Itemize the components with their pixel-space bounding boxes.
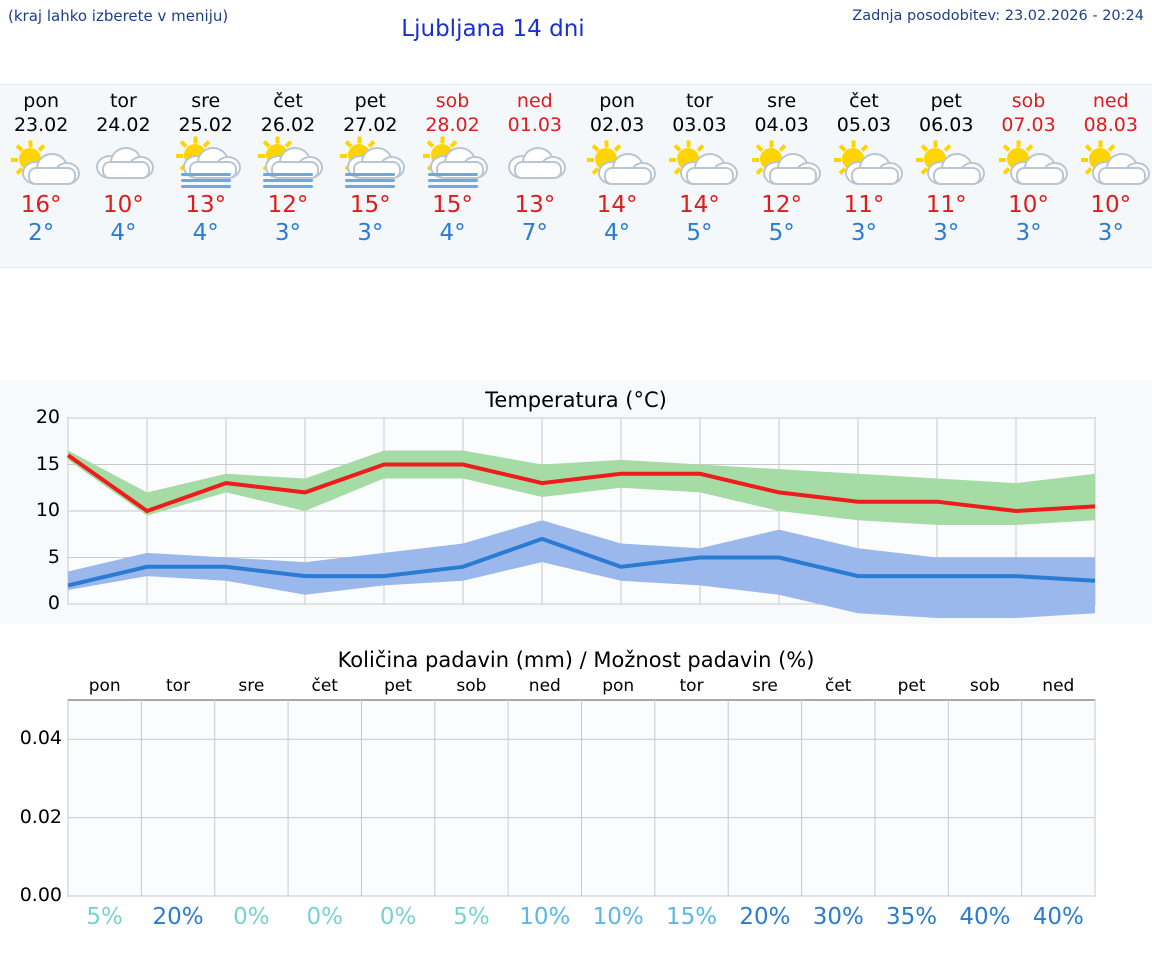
forecast-day[interactable] — [987, 85, 1069, 267]
weather-sun-cloud-icon — [1072, 139, 1150, 187]
precipitation-probability-label: 5% — [86, 904, 123, 930]
forecast-day-date: 24.02 — [96, 114, 151, 136]
forecast-day-date: 25.02 — [178, 114, 233, 136]
forecast-strip — [0, 84, 1152, 268]
forecast-day-dow: sre — [191, 90, 221, 112]
temperature-y-tick: 15 — [35, 452, 60, 475]
weather-cloudy-icon — [84, 139, 162, 187]
precipitation-day-label: sre — [238, 676, 265, 696]
cloud-icon — [851, 167, 899, 185]
forecast-day-date: 26.02 — [260, 114, 316, 136]
precipitation-chart-title: Količina padavin (mm) / Možnost padavin (%) — [337, 648, 815, 672]
rain-line-icon — [345, 173, 395, 176]
cloud-icon — [686, 167, 734, 185]
forecast-day-tmin: 4° — [604, 220, 631, 246]
sun-ray-icon — [275, 136, 279, 143]
cloud-icon — [271, 161, 319, 179]
forecast-day[interactable] — [82, 85, 164, 267]
precipitation-probability-label: 0% — [379, 904, 417, 930]
sun-ray-icon — [38, 144, 46, 152]
forecast-day-date: 05.03 — [836, 114, 892, 136]
precipitation-probability-label: 0% — [306, 904, 343, 930]
forecast-day-date: 06.03 — [919, 114, 974, 136]
precipitation-probability-label: 40% — [959, 904, 1011, 930]
temperature-chart — [0, 380, 1152, 624]
precipitation-probability-label: 40% — [1032, 904, 1084, 930]
cloud-icon — [769, 167, 817, 185]
sun-ray-icon — [1108, 144, 1116, 152]
sun-ray-icon — [1016, 140, 1020, 147]
sun-ray-icon — [834, 158, 841, 162]
sun-ray-icon — [587, 158, 594, 162]
forecast-day-dow: ned — [516, 90, 553, 112]
forecast-day-tmin: 2° — [28, 220, 55, 246]
precipitation-day-label: čet — [311, 676, 338, 696]
forecast-day[interactable] — [905, 85, 987, 267]
weather-sun-cloud-icon — [907, 139, 985, 187]
forecast-day[interactable] — [741, 85, 823, 267]
forecast-day-dow: pet — [930, 90, 962, 112]
forecast-day-date: 23.02 — [13, 114, 69, 136]
forecast-day[interactable] — [576, 85, 658, 267]
sun-ray-icon — [358, 136, 362, 143]
precipitation-y-tick: 0.04 — [19, 727, 62, 750]
precipitation-day-label: tor — [679, 676, 704, 696]
forecast-day-dow: čet — [273, 90, 303, 112]
weather-sun-cloud-icon — [990, 139, 1068, 187]
sun-ray-icon — [779, 144, 787, 152]
sun-ray-icon — [851, 140, 855, 147]
forecast-day-tmax: 10° — [1008, 192, 1049, 218]
cloud-icon — [28, 167, 76, 185]
forecast-day-tmax: 15° — [349, 192, 391, 218]
forecast-day-tmax: 11° — [925, 192, 967, 218]
forecast-day-dow: pet — [354, 90, 386, 112]
weather-sun-cloud-rain-icon — [414, 139, 492, 187]
forecast-day-dow: sob — [1011, 90, 1046, 112]
rain-line-icon — [345, 185, 395, 188]
rain-line-icon — [263, 185, 313, 188]
page-title: Ljubljana 14 dni — [401, 16, 585, 42]
sun-ray-icon — [943, 144, 951, 152]
precipitation-day-label: pet — [384, 676, 413, 696]
forecast-day-tmax: 16° — [20, 192, 62, 218]
forecast-day[interactable] — [329, 85, 411, 267]
forecast-day-dow: tor — [685, 90, 713, 112]
rain-line-icon — [428, 179, 478, 182]
sun-ray-icon — [999, 158, 1006, 162]
sun-ray-icon — [258, 154, 265, 158]
rain-line-icon — [428, 173, 478, 176]
precipitation-day-label: pon — [88, 676, 121, 696]
forecast-day-tmin: 5° — [768, 220, 795, 246]
sun-ray-icon — [752, 158, 759, 162]
forecast-day[interactable] — [658, 85, 740, 267]
rain-line-icon — [428, 185, 478, 188]
temperature-y-tick: 0 — [47, 592, 60, 614]
forecast-day-tmax: 12° — [761, 192, 803, 218]
rain-line-icon — [181, 179, 231, 182]
sun-ray-icon — [669, 158, 676, 162]
forecast-day-dow: sre — [767, 90, 797, 112]
precipitation-chart — [0, 640, 1152, 975]
forecast-day[interactable] — [494, 85, 576, 267]
sun-ray-icon — [11, 158, 18, 162]
sun-ray-icon — [605, 140, 609, 147]
page-header — [0, 0, 1152, 52]
weather-sun-cloud-icon — [825, 139, 903, 187]
forecast-day-date: 07.03 — [1001, 114, 1056, 136]
forecast-day-dow: čet — [849, 90, 879, 112]
precipitation-day-label: pet — [897, 676, 926, 696]
sun-ray-icon — [687, 140, 691, 147]
forecast-day-tmin: 4° — [192, 220, 219, 246]
sun-ray-icon — [193, 136, 197, 143]
weather-sun-cloud-icon — [660, 139, 738, 187]
forecast-day[interactable] — [165, 85, 247, 267]
forecast-day[interactable] — [0, 85, 82, 267]
precipitation-probability-label: 0% — [233, 904, 270, 930]
forecast-day-tmin: 3° — [850, 220, 878, 246]
forecast-day-tmax: 13° — [514, 192, 556, 218]
forecast-day-tmax: 12° — [267, 192, 309, 218]
precipitation-probability-label: 20% — [152, 904, 204, 930]
forecast-day[interactable] — [1070, 85, 1152, 267]
cloud-icon — [1098, 167, 1146, 185]
rain-line-icon — [263, 179, 313, 182]
cloud-icon — [933, 167, 981, 185]
sun-ray-icon — [423, 154, 430, 158]
cloud-icon — [604, 167, 652, 185]
forecast-day-tmin: 3° — [1015, 220, 1042, 246]
cloud-icon — [1016, 167, 1064, 185]
precipitation-day-label: sob — [969, 676, 1000, 696]
precipitation-day-label: pon — [602, 676, 635, 696]
forecast-day-date: 03.03 — [672, 114, 727, 136]
precipitation-day-label: sob — [456, 676, 487, 696]
forecast-day-date: 27.02 — [343, 114, 398, 136]
forecast-day-tmax: 15° — [432, 192, 473, 218]
forecast-day-tmin: 3° — [274, 220, 302, 246]
location-note: (kraj lahko izberete v meniju) — [8, 7, 229, 25]
sun-ray-icon — [29, 140, 33, 147]
forecast-day-date: 28.02 — [425, 114, 480, 136]
weather-sun-cloud-rain-icon — [167, 139, 245, 187]
forecast-day-tmin: 3° — [357, 220, 384, 246]
sun-ray-icon — [614, 144, 622, 152]
forecast-day-tmax: 13° — [185, 192, 227, 218]
forecast-day-tmax: 11° — [843, 192, 885, 218]
forecast-day-tmin: 3° — [933, 220, 960, 246]
precipitation-probability-label: 10% — [519, 904, 571, 930]
rain-line-icon — [181, 173, 231, 176]
forecast-day-dow: pon — [23, 90, 59, 112]
forecast-day-date: 01.03 — [507, 114, 563, 136]
precipitation-day-label: tor — [166, 676, 191, 696]
forecast-day-tmax: 10° — [103, 192, 144, 218]
forecast-day-tmax: 14° — [596, 192, 638, 218]
sun-ray-icon — [176, 154, 183, 158]
precipitation-day-label: ned — [1042, 676, 1075, 696]
sun-ray-icon — [769, 140, 773, 147]
precipitation-day-label: ned — [528, 676, 561, 696]
forecast-day-tmax: 14° — [679, 192, 720, 218]
forecast-day-tmax: 10° — [1090, 192, 1132, 218]
forecast-day[interactable] — [411, 85, 493, 267]
sun-ray-icon — [934, 140, 938, 147]
rain-line-icon — [181, 185, 231, 188]
precipitation-probability-label: 15% — [665, 904, 718, 930]
forecast-day-date: 08.03 — [1083, 114, 1138, 136]
weather-sun-cloud-rain-icon — [249, 139, 327, 187]
forecast-day-dow: ned — [1092, 90, 1129, 112]
cloud-icon — [436, 161, 484, 179]
precipitation-probability-label: 10% — [592, 904, 644, 930]
sun-ray-icon — [1098, 140, 1102, 147]
forecast-day-tmin: 4° — [439, 220, 466, 246]
forecast-day-dow: tor — [109, 90, 137, 112]
cloud-icon — [514, 161, 562, 179]
forecast-day-date: 02.03 — [589, 114, 645, 136]
sun-ray-icon — [1081, 158, 1088, 162]
weather-sun-cloud-icon — [743, 139, 821, 187]
cloud-icon — [102, 161, 150, 179]
forecast-days — [0, 85, 1152, 267]
precipitation-probability-label: 20% — [739, 904, 791, 930]
temperature-y-tick: 5 — [47, 545, 60, 568]
precipitation-probability-label: 30% — [812, 904, 864, 930]
forecast-day-dow: pon — [599, 90, 635, 112]
cloud-icon — [189, 161, 237, 179]
rain-line-icon — [345, 179, 395, 182]
weather-sun-cloud-icon — [2, 139, 80, 187]
precipitation-y-tick: 0.00 — [19, 884, 62, 906]
sun-ray-icon — [1025, 144, 1033, 152]
forecast-day-tmin: 5° — [686, 220, 713, 246]
forecast-day-tmin: 7° — [521, 220, 548, 246]
temperature-y-tick: 10 — [35, 499, 60, 521]
forecast-day[interactable] — [823, 85, 905, 267]
sun-ray-icon — [696, 144, 704, 152]
precipitation-probability-label: 35% — [886, 904, 938, 930]
cloud-icon — [353, 161, 401, 179]
sun-ray-icon — [340, 154, 347, 158]
precipitation-day-label: sre — [751, 676, 778, 696]
precipitation-day-label: čet — [825, 676, 852, 696]
precipitation-y-tick: 0.02 — [19, 805, 62, 828]
forecast-day[interactable] — [247, 85, 329, 267]
precipitation-probability-label: 5% — [453, 904, 490, 930]
temperature-y-tick: 20 — [35, 406, 60, 428]
sun-ray-icon — [861, 144, 869, 152]
sun-ray-icon — [440, 136, 444, 143]
forecast-day-date: 04.03 — [754, 114, 809, 136]
weather-sun-cloud-icon — [578, 139, 656, 187]
rain-line-icon — [263, 173, 313, 176]
weather-cloudy-icon — [496, 139, 574, 187]
forecast-day-tmin: 3° — [1097, 220, 1124, 246]
forecast-day-dow: sob — [435, 90, 470, 112]
weather-sun-cloud-rain-icon — [331, 139, 409, 187]
last-updated: Zadnja posodobitev: 23.02.2026 - 20:24 — [852, 8, 1144, 24]
forecast-day-tmin: 4° — [110, 220, 137, 246]
sun-ray-icon — [916, 158, 923, 162]
temperature-chart-title: Temperatura (°C) — [485, 388, 667, 412]
